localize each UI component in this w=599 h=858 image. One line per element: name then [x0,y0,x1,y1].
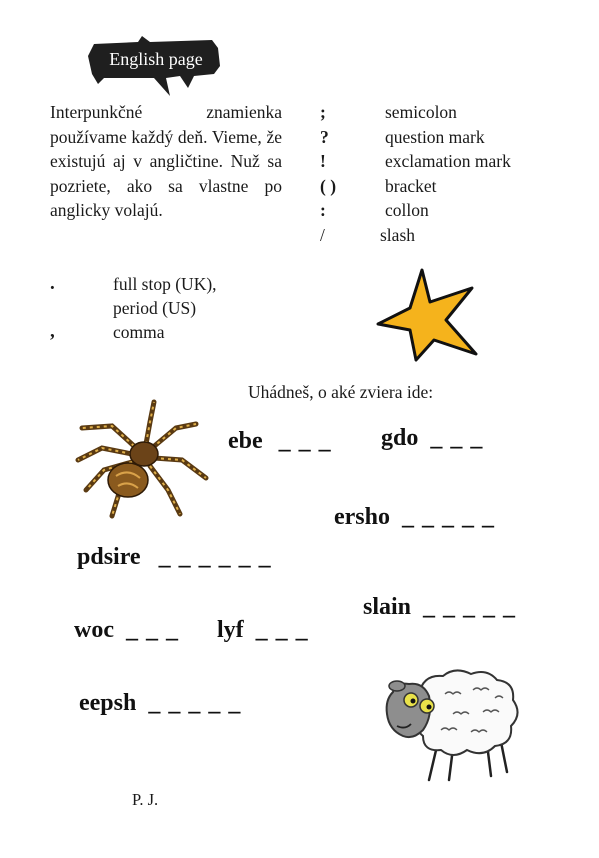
punctuation-name: bracket [385,175,437,196]
punctuation-name: question mark [385,126,485,147]
puzzle-item [334,504,495,531]
puzzle-item [77,544,272,571]
answer-blank: _ _ _ _ _ [148,690,242,716]
answer-blank: _ _ _ [125,617,179,643]
scrambled-word: gdo [381,425,419,451]
punctuation-row [320,223,590,247]
punctuation-row [320,149,590,173]
punctuation-name: collon [385,200,429,220]
scrambled-word: pdsire [77,544,141,570]
punctuation-symbol: ( ) [320,175,337,196]
answer-blank: _ _ _ _ _ [402,504,495,530]
puzzle-item [217,617,309,644]
punctuation-symbol: : [320,200,326,220]
scrambled-word: lyf [217,617,244,643]
punctuation-name: exclamation mark [385,151,511,171]
scrambled-word: ebe [228,428,263,454]
scrambled-word: woc [74,617,114,643]
punctuation-symbol: . [50,273,55,294]
punctuation-symbol: , [50,321,55,342]
riddle-question: Uhádneš, o aké zviera ide: [248,382,434,402]
punctuation-name: slash [380,224,415,245]
punctuation-row [320,125,590,149]
scrambled-word: ersho [334,504,390,530]
answer-blank: _ _ _ [278,428,332,454]
puzzle-item [228,428,332,455]
puzzle-item [74,617,179,644]
punctuation-row [320,100,590,124]
star-illustration [372,266,484,362]
intro-paragraph: Interpunkčné znamienka používame každý deň. Vieme, že existujú aj v angličtine. Nuž sa pozriete, ako sa vlastne po anglicky volajú. [50,102,282,220]
scrambled-word: slain [363,594,412,620]
scrambled-word: eepsh [79,690,137,716]
punctuation-symbol: ? [320,126,329,147]
punctuation-symbol: ; [320,102,326,122]
punctuation-symbol: ! [320,151,326,171]
punctuation-name-line: full stop (UK), [113,274,217,294]
answer-blank: _ _ _ _ _ _ [158,544,272,570]
punctuation-name: semicolon [385,102,457,122]
punctuation-symbol: / [320,224,325,245]
punctuation-row-fullstop [50,272,310,320]
puzzle-item [381,425,483,452]
puzzle-item [79,690,241,717]
page-title: English page [109,49,203,69]
answer-blank: _ _ _ [430,425,484,451]
punctuation-name-line: comma [113,322,165,342]
sheep-illustration [383,664,525,784]
punctuation-row [320,198,590,222]
answer-blank: _ _ _ _ _ [423,594,517,620]
punctuation-name-line: period (US) [113,298,197,318]
punctuation-row [320,174,590,198]
puzzle-item [363,594,516,621]
answer-blank: _ _ _ [255,617,309,643]
punctuation-row-comma [50,320,310,344]
spider-illustration [72,398,212,520]
author-initials: P. J. [132,790,159,809]
